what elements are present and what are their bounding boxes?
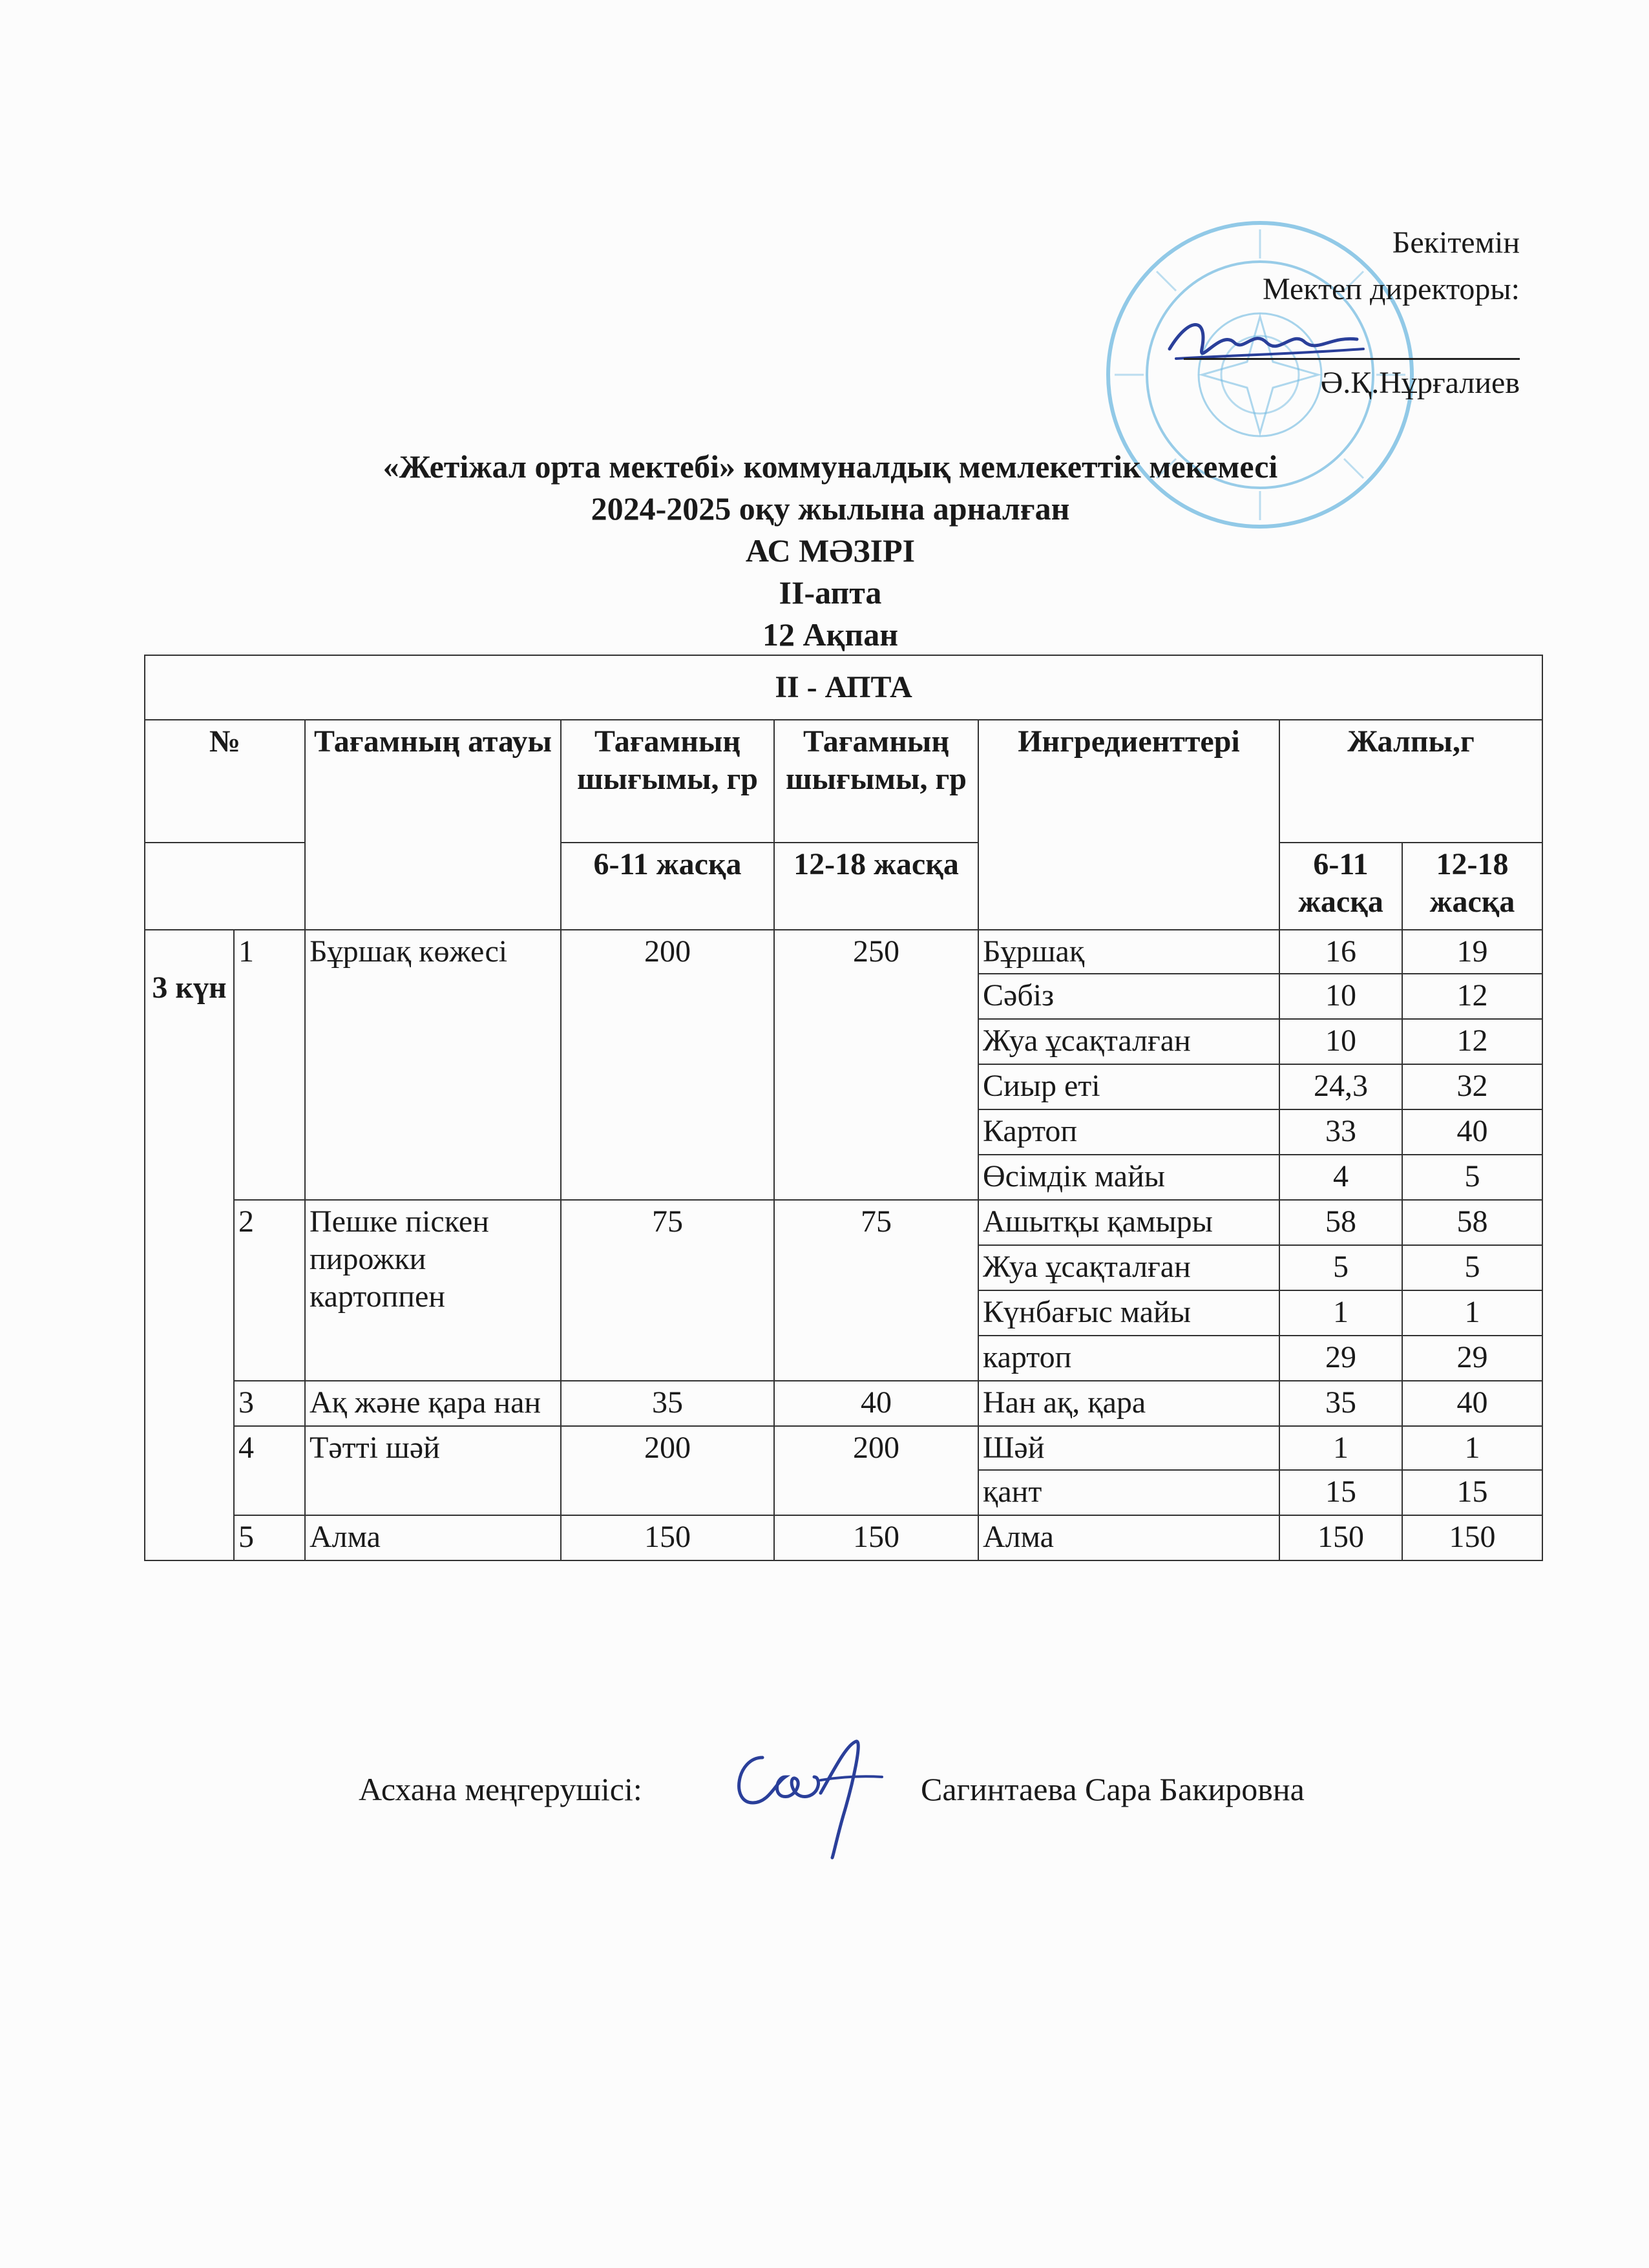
dish-number: 3 [234, 1381, 305, 1426]
academic-year: 2024-2025 оқу жылына арналған [591, 490, 1070, 527]
dish-yield-6-11: 200 [561, 1426, 774, 1515]
ingredient-amount-12-18: 12 [1402, 1019, 1542, 1064]
ingredient-name: Картоп [978, 1109, 1279, 1155]
dish-name: Бұршақ көжесі [305, 930, 561, 1200]
ingredient-amount-12-18: 1 [1402, 1426, 1542, 1470]
dish-name: Ақ және қара нан [305, 1381, 561, 1426]
header-total-age-6-11: 6-11 жасқа [1279, 843, 1402, 930]
dish-yield-12-18: 40 [774, 1381, 978, 1426]
dish-yield-12-18: 150 [774, 1515, 978, 1560]
menu-body [145, 930, 1542, 1560]
canteen-manager-name: Сагинтаева Сара Бакировна [921, 1771, 1305, 1807]
dish-number: 4 [234, 1426, 305, 1515]
ingredient-name: картоп [978, 1336, 1279, 1381]
director-name: Ә.Қ.Нұрғалиев [1320, 366, 1520, 400]
ingredient-name: қант [978, 1470, 1279, 1515]
dish-yield-12-18: 250 [774, 930, 978, 1200]
header-yield-2: Тағамның шығымы, гр [774, 720, 978, 843]
day-label: 3 күн [145, 930, 234, 1560]
ingredient-amount-12-18: 40 [1402, 1109, 1542, 1155]
ingredient-amount-12-18: 150 [1402, 1515, 1542, 1560]
dish-name: Тәтті шәй [305, 1426, 561, 1515]
dish-name: Алма [305, 1515, 561, 1560]
menu-table [144, 655, 1543, 1561]
ingredient-amount-6-11: 35 [1279, 1381, 1402, 1426]
ingredient-name: Өсімдік майы [978, 1155, 1279, 1200]
school-name: «Жетіжал орта мектебі» коммуналдық мемлекеттік мекемесі [383, 448, 1278, 485]
ingredient-amount-6-11: 10 [1279, 974, 1402, 1019]
dish-number: 1 [234, 930, 305, 1200]
ingredient-amount-6-11: 150 [1279, 1515, 1402, 1560]
document-header [129, 446, 1531, 656]
ingredient-amount-6-11: 29 [1279, 1336, 1402, 1381]
ingredient-name: Сиыр еті [978, 1064, 1279, 1109]
dish-yield-6-11: 150 [561, 1515, 774, 1560]
ingredient-amount-12-18: 19 [1402, 930, 1542, 974]
header-total: Жалпы,г [1279, 720, 1542, 843]
dish-name: Пешке піскен пирожки картоппен [305, 1200, 561, 1381]
ingredient-amount-6-11: 15 [1279, 1470, 1402, 1515]
dish-yield-12-18: 75 [774, 1200, 978, 1381]
ingredient-amount-6-11: 24,3 [1279, 1064, 1402, 1109]
header-yield-1: Тағамның шығымы, гр [561, 720, 774, 843]
table-row [145, 1426, 1542, 1470]
ingredient-amount-6-11: 58 [1279, 1200, 1402, 1245]
ingredient-name: Алма [978, 1515, 1279, 1560]
ingredient-amount-12-18: 5 [1402, 1245, 1542, 1290]
dish-number: 2 [234, 1200, 305, 1381]
header-empty [145, 843, 305, 930]
week-label: ІІ-апта [779, 574, 882, 611]
ingredient-amount-6-11: 1 [1279, 1426, 1402, 1470]
ingredient-name: Жуа ұсақталған [978, 1019, 1279, 1064]
ingredient-amount-12-18: 32 [1402, 1064, 1542, 1109]
ingredient-amount-6-11: 5 [1279, 1245, 1402, 1290]
header-dish-name: Тағамның атауы [305, 720, 561, 930]
table-row [145, 1515, 1542, 1560]
header-age-12-18: 12-18 жасқа [774, 843, 978, 930]
menu-date: 12 Ақпан [762, 616, 899, 653]
header-ingredients: Ингредиенттері [978, 720, 1279, 930]
dish-yield-6-11: 200 [561, 930, 774, 1200]
ingredient-amount-6-11: 4 [1279, 1155, 1402, 1200]
ingredient-name: Бұршақ [978, 930, 1279, 974]
ingredient-amount-6-11: 1 [1279, 1290, 1402, 1336]
approval-role: Мектеп директоры: [1262, 272, 1520, 306]
dish-yield-6-11: 75 [561, 1200, 774, 1381]
ingredient-amount-12-18: 12 [1402, 974, 1542, 1019]
ingredient-name: Ашытқы қамыры [978, 1200, 1279, 1245]
ingredient-amount-6-11: 10 [1279, 1019, 1402, 1064]
week-title: ІІ - АПТА [145, 655, 1542, 720]
dish-yield-6-11: 35 [561, 1381, 774, 1426]
header-age-6-11: 6-11 жасқа [561, 843, 774, 930]
ingredient-amount-12-18: 40 [1402, 1381, 1542, 1426]
ingredient-name: Күнбағыс майы [978, 1290, 1279, 1336]
canteen-manager-signature [724, 1732, 892, 1861]
ingredient-amount-12-18: 5 [1402, 1155, 1542, 1200]
approval-block [1184, 220, 1520, 406]
ingredient-amount-12-18: 15 [1402, 1470, 1542, 1515]
ingredient-amount-6-11: 16 [1279, 930, 1402, 974]
ingredient-amount-12-18: 58 [1402, 1200, 1542, 1245]
table-row [145, 1200, 1542, 1245]
header-number: № [145, 720, 305, 843]
ingredient-name: Сәбіз [978, 974, 1279, 1019]
canteen-manager-label: Асхана меңгерушісі: [359, 1771, 642, 1807]
signature-line [1184, 313, 1520, 360]
ingredient-name: Шәй [978, 1426, 1279, 1470]
ingredient-amount-12-18: 1 [1402, 1290, 1542, 1336]
header-total-age-12-18: 12-18 жасқа [1402, 843, 1542, 930]
dish-number: 5 [234, 1515, 305, 1560]
dish-yield-12-18: 200 [774, 1426, 978, 1515]
ingredient-amount-6-11: 33 [1279, 1109, 1402, 1155]
table-row [145, 930, 1542, 974]
menu-title: АС МӘЗІРІ [745, 532, 916, 569]
table-row [145, 1381, 1542, 1426]
ingredient-amount-12-18: 29 [1402, 1336, 1542, 1381]
approval-title: Бекітемін [1392, 226, 1520, 260]
ingredient-name: Нан ақ, қара [978, 1381, 1279, 1426]
ingredient-name: Жуа ұсақталған [978, 1245, 1279, 1290]
